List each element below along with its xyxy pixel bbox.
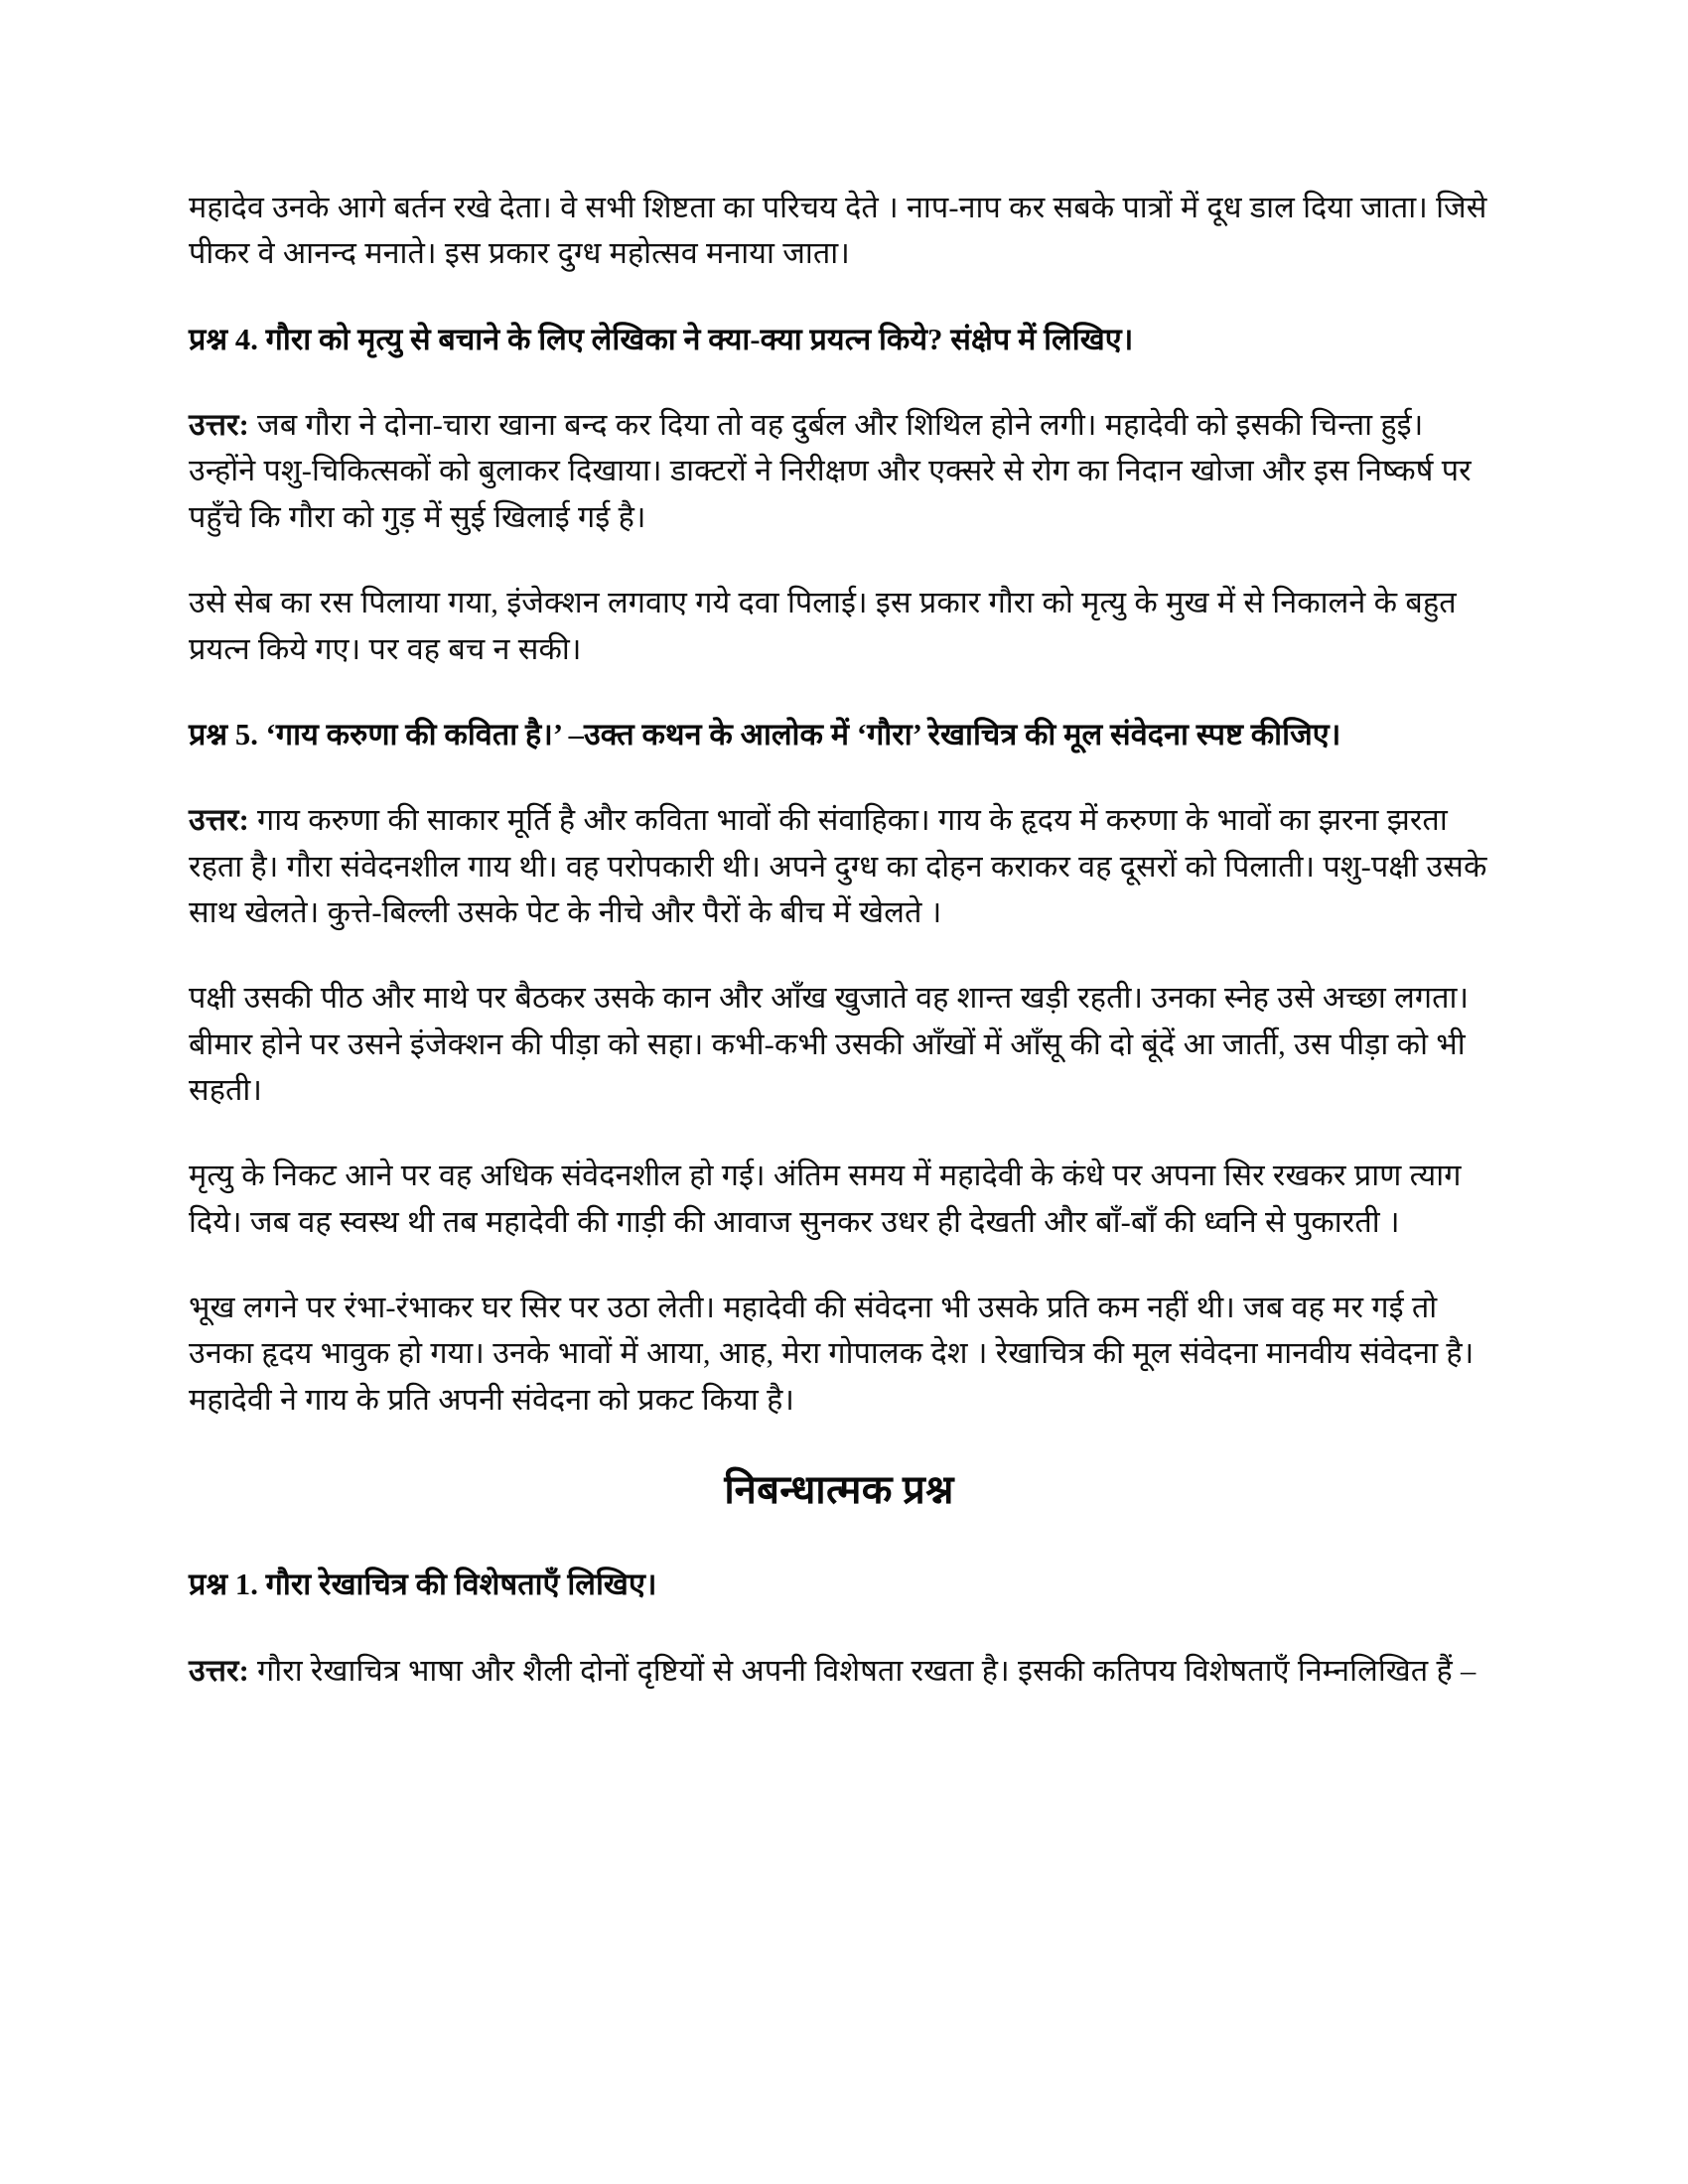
- answer-text-4: जब गौरा ने दोना-चारा खाना बन्द कर दिया तो वह दुर्बल और शिथिल होने लगी। महादेवी को इसकी चिन्ता हुई। उन्होंने पशु-चिकित्सकों को बुलाकर दिखाया। डाक्टरों ने निरीक्षण और एक्सरे से रोग का निदान खोजा और इस निष्कर्ष पर पहुँचे कि गौरा को गुड़ में सुई खिलाई गई है।: [189, 408, 1472, 534]
- answer-block-4: [189, 402, 1489, 540]
- paragraph-answer-5-continued-2: मृत्यु के निकट आने पर वह अधिक संवेदनशील हो गई। अंतिम समय में महादेवी के कंधे पर अपना सिर रखकर प्राण त्याग दिये। जब वह स्वस्थ थी तब महादेवी की गाड़ी की आवाज सुनकर उधर ही देखती और बाँ-बाँ की ध्वनि से पुकारती ।: [189, 1159, 1462, 1239]
- answer-block-5: [189, 797, 1489, 935]
- answer-text-5: गाय करुणा की साकार मूर्ति है और कविता भावों की संवाहिका। गाय के हृदय में करुणा के भावों का झरना झरता रहता है। गौरा संवेदनशील गाय थी। वह परोपकारी थी। अपने दुग्ध का दोहन कराकर वह दूसरों को पिलाती। पशु-पक्षी उसके साथ खेलते। कुत्ते-बिल्ली उसके पेट के नीचे और पैरों के बीच में खेलते ।: [189, 803, 1487, 929]
- paragraph-answer-5-continued-1: पक्षी उसकी पीठ और माथे पर बैठकर उसके कान और आँख खुजाते वह शान्त खड़ी रहती। उनका स्नेह उसे अच्छा लगता। बीमार होने पर उसने इंजेक्शन की पीड़ा को सहा। कभी-कभी उसकी आँखों में आँसू की दो बूंदें आ जार्ती, उस पीड़ा को भी सहती।: [189, 981, 1470, 1108]
- answer-label-5: उत्तर:: [189, 803, 249, 838]
- question-heading-5: प्रश्न 5. ‘गाय करुणा की कविता है।’ –उक्त कथन के आलोक में ‘गौरा’ रेखाचित्र की मूल संवेदना स्पष्ट कीजिए।: [189, 717, 1341, 751]
- answer-block-essay-1: [189, 1648, 1489, 1694]
- answer-label-essay-1: उत्तर:: [189, 1653, 249, 1688]
- paragraph-intro: महादेव उनके आगे बर्तन रखे देता। वे सभी शिष्टता का परिचय देते । नाप-नाप कर सबके पात्रों में दूध डाल दिया जाता। जिसे पीकर वे आनन्द मनाते। इस प्रकार दुग्ध महोत्सव मनाया जाता।: [189, 191, 1487, 271]
- question-heading-4: प्रश्न 4. गौरा को मृत्यु से बचाने के लिए लेखिका ने क्या-क्या प्रयत्न किये? संक्षेप में लिखिए।: [189, 322, 1134, 356]
- paragraph-answer-5-continued-3: भूख लगने पर रंभा-रंभाकर घर सिर पर उठा लेती। महादेवी की संवेदना भी उसके प्रति कम नहीं थी। जब वह मर गई तो उनका हृदय भावुक हो गया। उनके भावों में आया, आह, मेरा गोपालक देश । रेखाचित्र की मूल संवेदना मानवीय संवेदना है। महादेवी ने गाय के प्रति अपनी संवेदना को प्रकट किया है।: [189, 1291, 1475, 1417]
- paragraph-answer-4-continued: उसे सेब का रस पिलाया गया, इंजेक्शन लगवाए गये दवा पिलाई। इस प्रकार गौरा को मृत्यु के मुख में से निकालने के बहुत प्रयत्न किये गए। पर वह बच न सकी।: [189, 586, 1457, 666]
- text-column: [189, 185, 1489, 1733]
- question-heading-essay-1: प्रश्न 1. गौरा रेखाचित्र की विशेषताएँ लिखिए।: [189, 1568, 657, 1602]
- section-heading-essay-questions: निबन्धात्मक प्रश्न: [724, 1467, 954, 1513]
- answer-text-essay-1: गौरा रेखाचित्र भाषा और शैली दोनों दृष्टियों से अपनी विशेषता रखता है। इसकी कतिपय विशेषताएँ निम्नलिखित हैं –: [248, 1653, 1477, 1688]
- answer-label-4: उत्तर:: [189, 408, 249, 443]
